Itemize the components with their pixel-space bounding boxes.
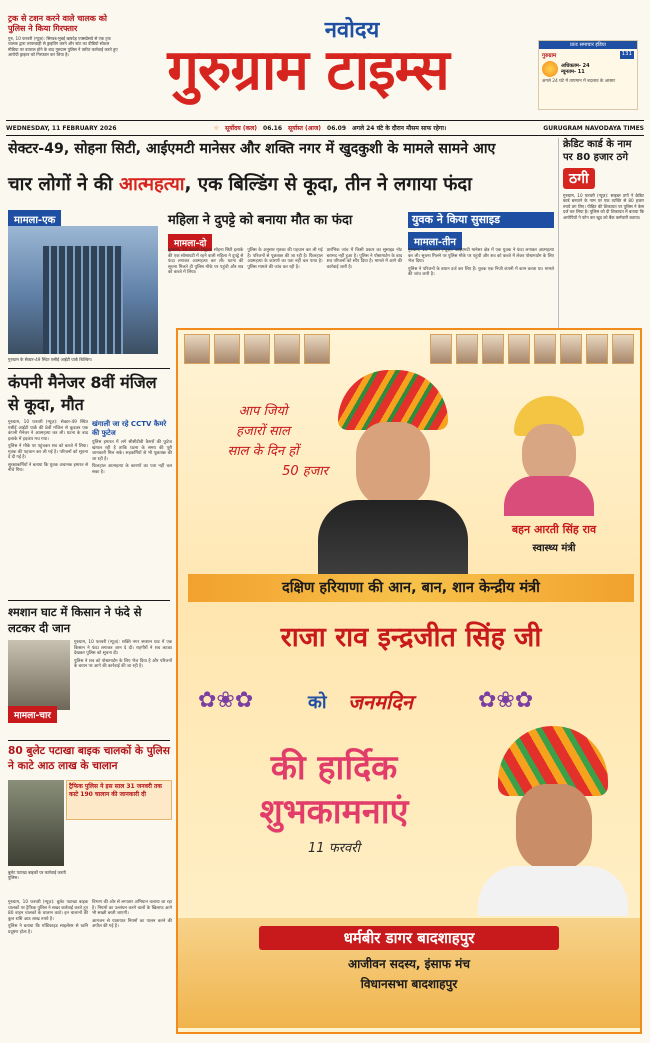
cctv-title: खंगाली जा रहे CCTV कैमरे की फुटेज bbox=[92, 420, 167, 437]
weather-box bbox=[538, 40, 638, 110]
leader-avatar bbox=[534, 334, 556, 364]
forecast: अगले 24 घंटे के दौरान मौसम साफ रहेगा। bbox=[352, 125, 447, 132]
birthday-ad bbox=[176, 328, 642, 1034]
leader-photos-right bbox=[430, 334, 634, 364]
traffic-box-text: ट्रैफिक पुलिस ने इस साल 31 जनवरी तक काटे 190 चालान की जानकारी दी bbox=[69, 783, 163, 798]
leader-avatar bbox=[214, 334, 240, 364]
sunset-time: 06.09 bbox=[327, 124, 347, 132]
weather-min: न्यूनतम- 11 bbox=[561, 69, 585, 75]
case-one-tag: मामला-एक bbox=[8, 210, 61, 228]
weather-max: अधिकतम- 24 bbox=[561, 63, 590, 69]
sender-name: धर्मबीर डागर बादशाहपुर bbox=[259, 926, 559, 950]
building-photo bbox=[8, 226, 158, 354]
leader-avatar bbox=[482, 334, 504, 364]
story-manager-headline: कंपनी मैनेजर 8वीं मंजिल से कूदा, मौत bbox=[8, 373, 157, 414]
weather-page: 131 bbox=[621, 51, 632, 57]
farmer-photo bbox=[8, 640, 70, 710]
wish-line-1: आप जियो bbox=[238, 404, 288, 419]
flower-right: ✿❀✿ bbox=[478, 688, 534, 713]
dateline bbox=[6, 122, 644, 134]
story-manager-columns: गुरुग्राम, 10 फरवरी (न्यूज़): सेक्टर-49 स्थित एसीई आईटी पार्क की 8वीं मंजिल से कूदकर एक कंपनी मैनेजर ने आत्महत्या कर ली। घटना के बाद इलाके में हड़कंप मच गया। पुलिस ने मौके पर पहुंचकर शव को कब्जे में लिया। मृतक की पहचान कर ली गई है। परिजनों को सूचना दे दी गई है। सुरक्षाकर्मियों ने बताया कि युवक अचानक इमारत से नीचे गिरा। खंगाली जा रहे CCTV कैमरे की फुटेज पुलिस इमारत में लगे सीसीटीवी कैमरों की फुटेज खंगाल रही है ताकि घटना के समय की पूरी जानकारी मिल सके। सहकर्मियों से भी पूछताछ की जा रही है। फिलहाल आत्महत्या के कारणों का पता नहीं चल सका है। bbox=[8, 420, 172, 475]
sidebar-badge: ठगी bbox=[563, 168, 595, 189]
sender-role: आजीवन सदस्य, इंसाफ मंच bbox=[348, 957, 470, 971]
leader-avatar bbox=[274, 334, 300, 364]
greet-line-1: की हार्दिक bbox=[270, 748, 398, 788]
leader-avatar bbox=[304, 334, 330, 364]
sunrise-label: सूर्योदय (कल) bbox=[225, 125, 258, 132]
ko-label: को bbox=[308, 692, 327, 713]
case-four-tag: मामला-चार bbox=[8, 706, 57, 723]
dateline-rule-bottom bbox=[6, 135, 644, 136]
wish-line-2: हजारों साल bbox=[236, 424, 290, 439]
leader-photos-left bbox=[184, 334, 330, 364]
case-two-tag: मामला-दो bbox=[168, 234, 212, 251]
greeting-block bbox=[224, 746, 444, 856]
sender-place: विधानसभा बादशाहपुर bbox=[360, 977, 458, 991]
sunrise-icon: ☼ bbox=[213, 124, 220, 132]
traffic-box bbox=[66, 780, 172, 820]
leader-avatar bbox=[560, 334, 582, 364]
leader-avatar bbox=[612, 334, 634, 364]
left-rule-2 bbox=[8, 600, 170, 601]
sunrise-time: 06.16 bbox=[263, 124, 283, 132]
flower-left: ✿❀✿ bbox=[198, 688, 254, 713]
ad-banner: दक्षिण हरियाणा की आन, बान, शान केन्द्रीय मंत्री bbox=[188, 574, 634, 602]
leader-avatar bbox=[586, 334, 608, 364]
dateline-date: WEDNESDAY, 11 FEBRUARY 2026 bbox=[6, 124, 117, 132]
minister-name: बहन आरती सिंह राव bbox=[511, 523, 597, 536]
bullet-caption: बुलेट पटाखा बाइकों पर कार्रवाई करती पुलिस। bbox=[8, 870, 66, 881]
headline-part-a: चार लोगों ने की bbox=[8, 174, 113, 195]
leader-avatar bbox=[430, 334, 452, 364]
sun-icon bbox=[542, 61, 558, 77]
building-caption: गुरुग्राम के सेक्टर-49 स्थित एसीई आईटी पार्क बिल्डिंग। bbox=[8, 357, 93, 362]
headline-part-b: आत्महत्या bbox=[119, 174, 185, 195]
weather-city: गुरुग्राम bbox=[542, 53, 557, 59]
masthead-title: गुरुग्राम टाइम्स bbox=[167, 38, 449, 103]
bullet-photo bbox=[8, 780, 64, 866]
sidebar-body: गुरुग्राम, 10 फरवरी (न्यूज़): साइबर ठगों ने क्रेडिट कार्ड बनवाने के नाम पर एक व्यक्ति से 80 हजार रुपये ठग लिए। पीड़ित की शिकायत पर पुलिस ने केस दर्ज कर लिया है। पुलिस को दी शिकायत में बताया कि आरोपियों ने फोन कर खुद को बैंक कर्मचारी बताया। bbox=[563, 193, 644, 220]
case-three-columns: गुरुग्राम, 10 फरवरी (न्यूज़): आईएमटी मानेसर क्षेत्र में एक युवक ने फंदा लगाकर आत्महत्या कर ली। सूचना मिलने पर पुलिस मौके पर पहुंची और शव को कब्जे में लेकर पोस्टमार्टम के लिए भेज दिया। पुलिस ने परिजनों के बयान दर्ज कर लिए हैं। युवक एक निजी कंपनी में काम करता था। मामले की जांच जारी है। bbox=[408, 248, 554, 277]
left-rule-3 bbox=[8, 740, 170, 741]
sunset-label: सूर्यास्त (आज) bbox=[288, 125, 322, 132]
leader-avatar bbox=[184, 334, 210, 364]
sidebar-headline: क्रेडिट कार्ड के नाम पर 80 हजार ठगे bbox=[563, 139, 632, 163]
headline-part-c: , एक बिल्डिंग से कूदा, तीन ने लगाया फंदा bbox=[184, 174, 472, 195]
wish-line-3: साल के दिन हों bbox=[227, 444, 299, 459]
case-three-tag: मामला-तीन bbox=[408, 232, 462, 250]
sender-band bbox=[178, 918, 640, 1028]
story-bullet-columns: गुरुग्राम, 10 फरवरी (न्यूज़): बुलेट पटाखा बाइक चालकों पर ट्रैफिक पुलिस ने सख्त कार्रवाई करते हुए 80 वाहन चालकों के चालान काटे। इन चालानों की कुल राशि आठ लाख रुपये है। पुलिस ने बताया कि मॉडिफाइड साइलेंसर से ध्वनि प्रदूषण होता है। विभाग की ओर से लगातार अभियान चलाया जा रहा है। नियमों का उल्लंघन करने वालों के खिलाफ आगे भी सख्ती बरती जाएगी। आमजन से यातायात नियमों का पालन करने की अपील की गई है। bbox=[8, 900, 172, 935]
lead-headline bbox=[8, 170, 558, 200]
minister-title: स्वास्थ्य मंत्री bbox=[532, 543, 576, 554]
sender-portrait bbox=[478, 726, 628, 916]
sub-headline-2: युवक ने किया सुसाइड bbox=[408, 212, 554, 228]
case-two-columns: गुरुग्राम, 10 फरवरी (न्यूज़): सोहना सिटी इलाके की एक सोसायटी में रहने वाली महिला ने दुपट्टे से फंदा लगाकर आत्महत्या कर ली। घटना की सूचना मिलते ही पुलिस मौके पर पहुंची और शव को कब्जे में लिया। पुलिस के अनुसार मृतका की पहचान कर ली गई है। परिजनों से पूछताछ की जा रही है। फिलहाल आत्महत्या के कारणों का पता नहीं चल पाया है। पुलिस मामले की जांच कर रही है। प्रारंभिक जांच में किसी प्रकार का सुसाइड नोट बरामद नहीं हुआ है। पुलिस ने पोस्टमार्टम के बाद शव परिजनों को सौंप दिया है। मामले में आगे की कार्रवाई जारी है। bbox=[168, 248, 402, 275]
lead-kicker: सेक्टर-49, सोहना सिटी, आईएमटी मानेसर और शक्ति नगर में खुदकुशी के मामले सामने आए bbox=[8, 141, 496, 157]
leader-avatar bbox=[508, 334, 530, 364]
dateline-paper: GURUGRAM NAVODAYA TIMES bbox=[543, 124, 644, 132]
leader-avatar bbox=[456, 334, 478, 364]
weather-note: अगले 24 घंटे में तापमान में बदलाव के आसार bbox=[542, 79, 616, 84]
teaser-body: गुरु, 10 फरवरी (न्यूज़): सिरवड-मुबई ऋषदेह एक्सप्रेसवे से एक ट्रक चालक द्वारा लापरवाही से ड्राइविंग करने और स्टंट का वीडियो सोशल मीडिया पर वायरल होने के बाद गुरुग्राम पुलिस ने त्वरित कार्रवाई करते हुए आरोपी ड्राइवर को गिरफ्तार कर लिया है। bbox=[8, 36, 118, 58]
wish-line-4: 50 हजार bbox=[282, 464, 328, 479]
minister-portrait bbox=[504, 396, 594, 516]
sub-headline-1: महिला ने दुपट्टे को बनाया मौत का फंदा bbox=[168, 213, 353, 228]
teaser-headline: ट्रक से टशन करने वाले चालक को पुलिस ने किया गिरफ्तार bbox=[8, 14, 107, 33]
greet-line-2: शुभकामनाएं bbox=[259, 792, 409, 832]
masthead-teaser bbox=[8, 14, 118, 106]
main-name: राजा राव इन्द्रजीत सिंह जी bbox=[280, 622, 542, 653]
story-farmer-columns: गुरुग्राम, 10 फरवरी (न्यूज़): शक्ति नगर श्मशान घाट में एक किसान ने फंदा लगाकर जान दे दी। राहगीरों ने शव लटका देखकर पुलिस को सूचना दी। पुलिस ने शव को पोस्टमार्टम के लिए भेज दिया है और परिजनों के बयान पर आगे की कार्रवाई की जा रही है। bbox=[74, 640, 172, 669]
main-portrait bbox=[308, 370, 478, 590]
left-rule bbox=[8, 368, 170, 369]
dateline-rule-top bbox=[6, 120, 644, 121]
greet-date: 11 फरवरी bbox=[308, 841, 360, 856]
weather-title: प्रातः समाचार इंडिया bbox=[539, 41, 637, 49]
brand-mark: नवोदय bbox=[324, 18, 380, 43]
story-bullet-headline: 80 बुलेट पटाखा बाइक चालकों के पुलिस ने काटे आठ लाख के चालान bbox=[8, 745, 170, 772]
janmdin-label: जनमदिन bbox=[348, 690, 413, 714]
leader-avatar bbox=[244, 334, 270, 364]
story-farmer-headline: श्मशान घाट में किसान ने फंदे से लटकर दी जान bbox=[8, 605, 142, 635]
